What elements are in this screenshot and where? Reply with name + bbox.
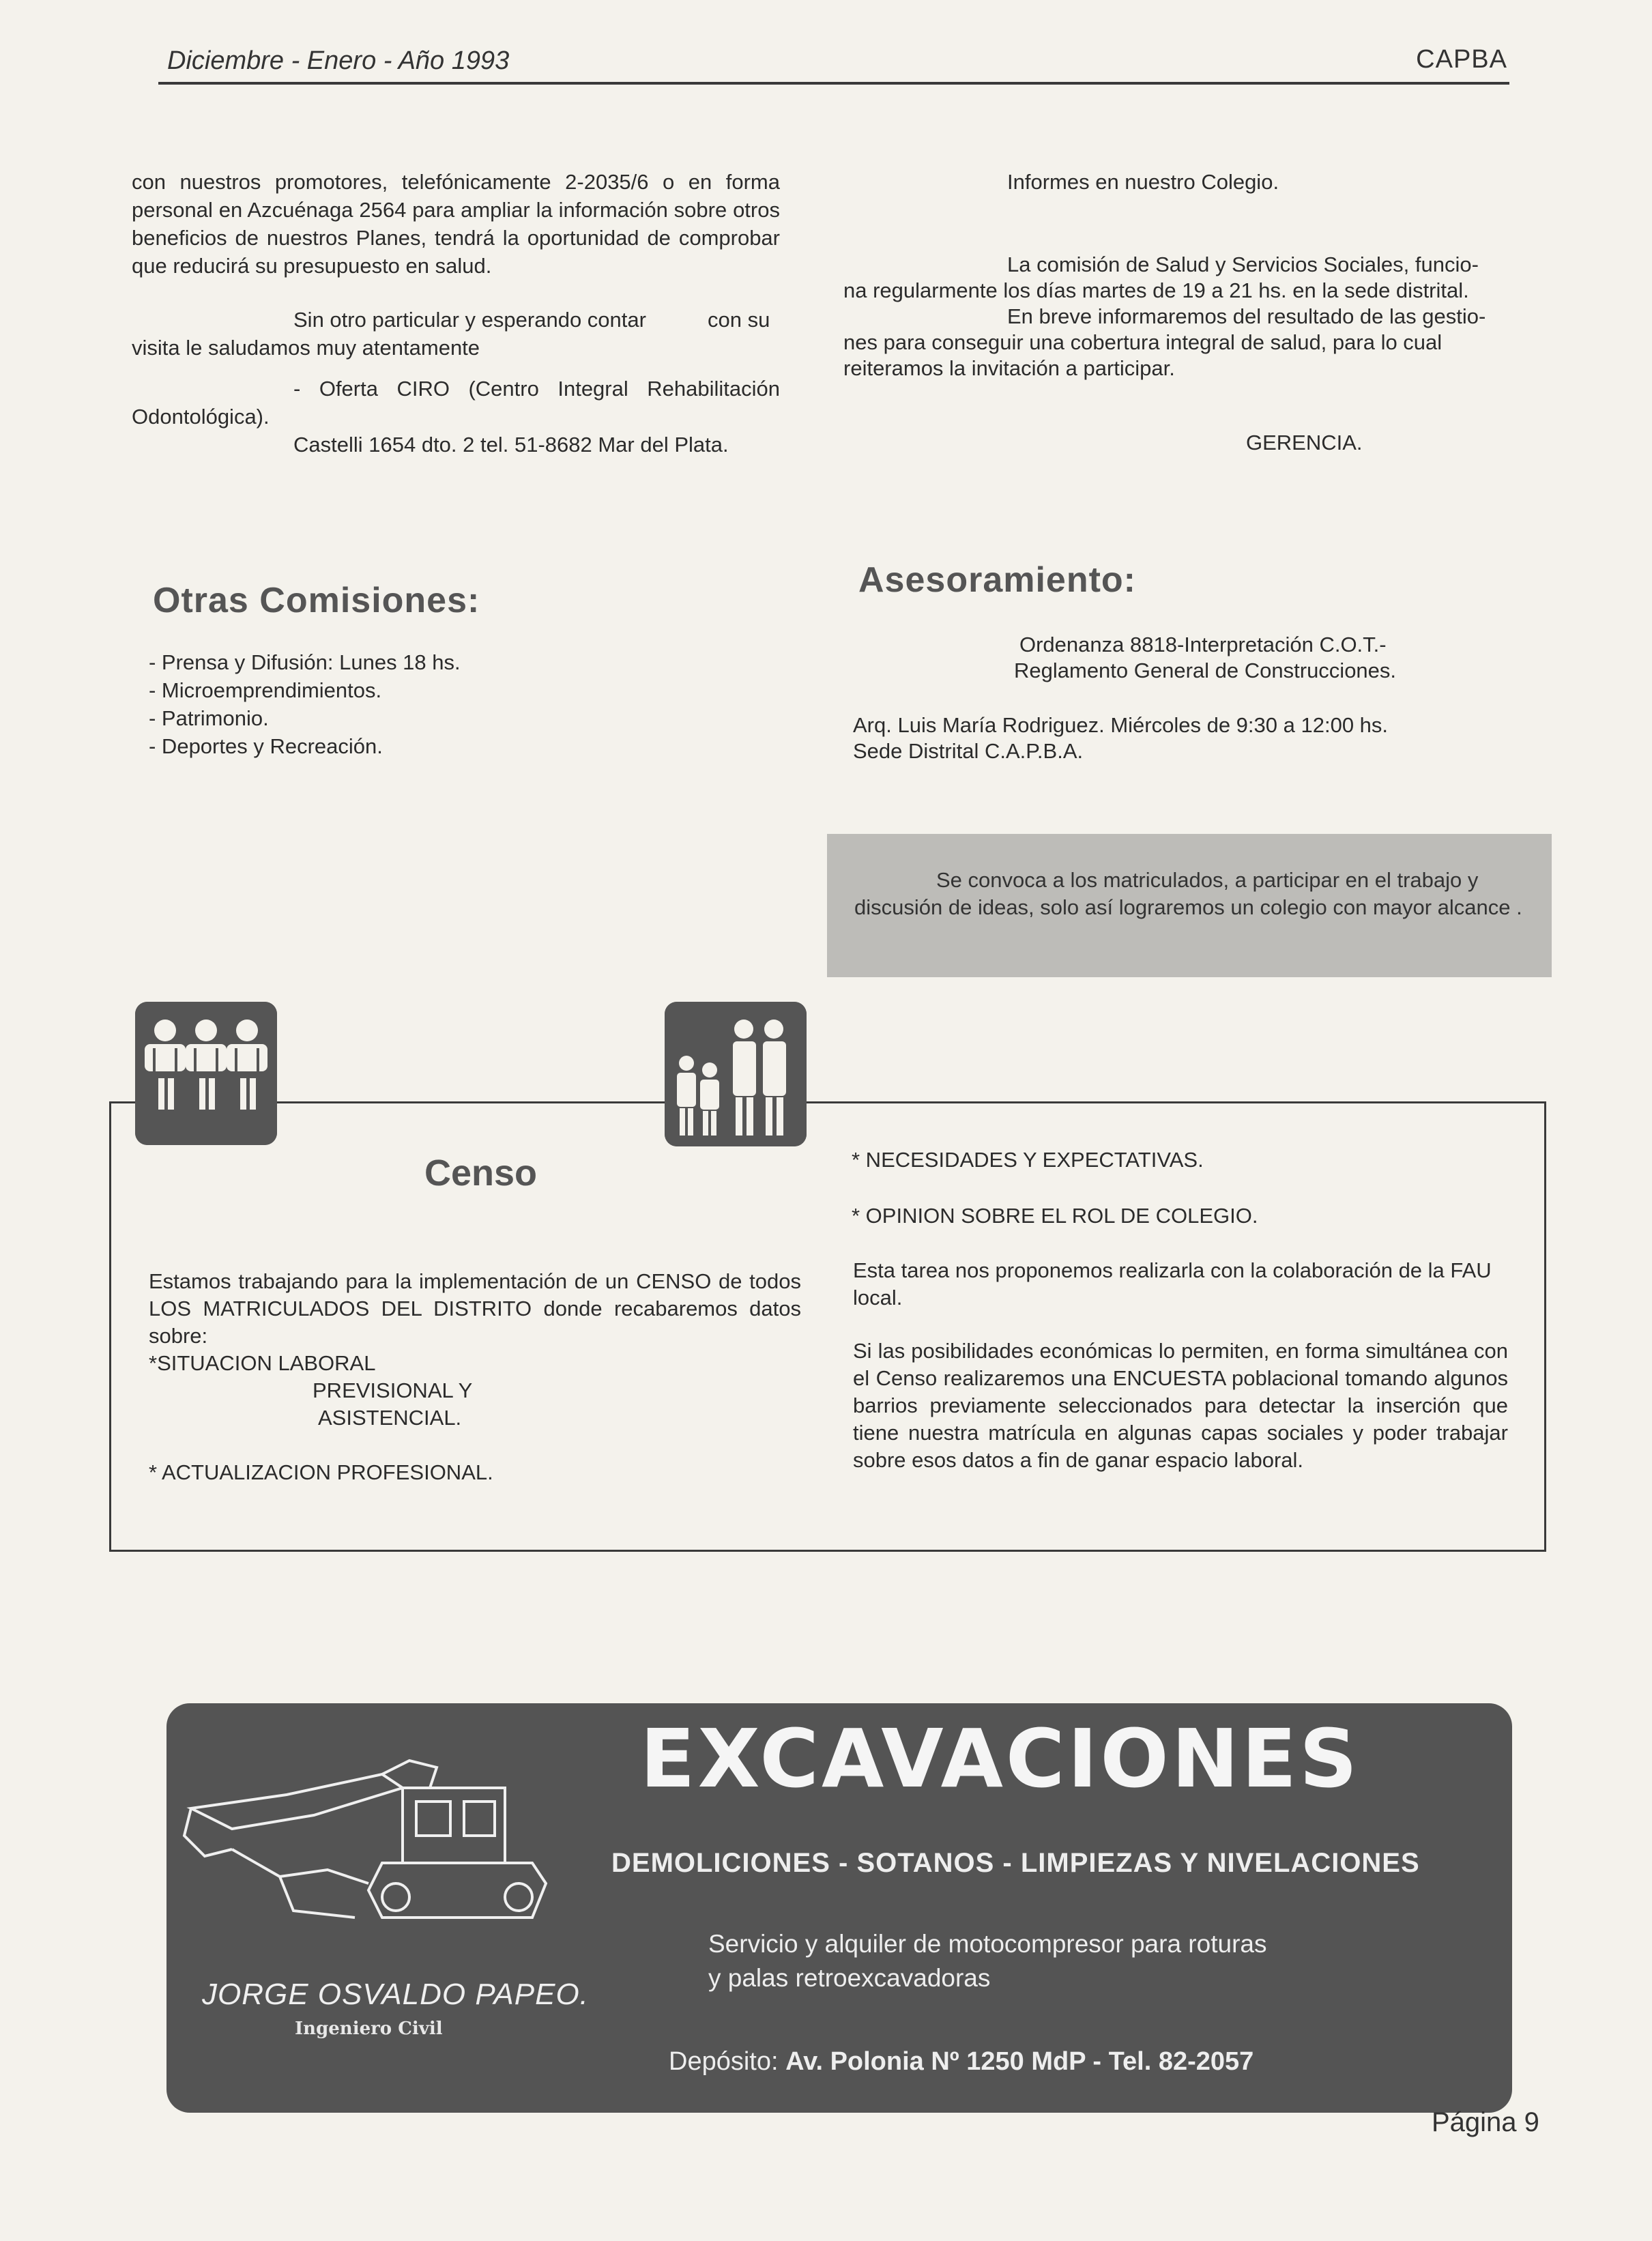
censo-fau-paragraph: Esta tarea nos proponemos realizarla con la colaboración de la FAU local. <box>853 1258 1492 1310</box>
asesor-line-3: Arq. Luis María Rodriguez. Miércoles de 9:30 a 12:00 hs. <box>853 713 1389 737</box>
signature: GERENCIA. <box>1246 431 1363 454</box>
header-publication: CAPBA <box>1416 45 1507 74</box>
offer-line-1: - Oferta CIRO (Centro Integral Rehabilitación <box>293 377 780 401</box>
header-date: Diciembre - Enero - Año 1993 <box>167 46 510 75</box>
health-plans-paragraph: con nuestros promotores, telefónicamente 2-2035/6 o en forma personal en Azcuénaga 2564 para ampliar la información sobre otros beneficios de nuestros Planes, tendrá la oportunidad de comprobar que reducirá su presupuesto en salud. <box>132 170 780 278</box>
page-number: Página 9 <box>1432 2107 1539 2137</box>
censo-item-asistencial: ASISTENCIAL. <box>318 1406 462 1430</box>
list-item: - Microemprendimientos. <box>149 678 382 702</box>
asesor-line-4: Sede Distrital C.A.P.B.A. <box>853 739 1084 763</box>
asesor-line-2: Reglamento General de Construcciones. <box>1014 659 1397 682</box>
censo-title: Censo <box>424 1153 538 1194</box>
list-item: - Patrimonio. <box>149 706 269 730</box>
ad-title: EXCAVACIONES <box>640 1711 1361 1806</box>
censo-intro: Estamos trabajando para la implementación de un CENSO de todos LOS MATRICULADOS DEL DISTRITO donde recabaremos datos sobre: <box>149 1269 801 1348</box>
censo-item-opinion: * OPINION SOBRE EL ROL DE COLEGIO. <box>852 1204 1258 1228</box>
ad-subtitle: DEMOLICIONES - SOTANOS - LIMPIEZAS Y NIVELACIONES <box>611 1848 1420 1878</box>
header-rule <box>158 82 1509 85</box>
health-commission-l5: reiteramos la invitación a participar. <box>843 356 1175 380</box>
offer-address: Castelli 1654 dto. 2 tel. 51-8682 Mar del Plata. <box>293 433 729 457</box>
censo-item-necesidades: * NECESIDADES Y EXPECTATIVAS. <box>852 1148 1204 1172</box>
ad-engineer-name: JORGE OSVALDO PAPEO. <box>202 1978 589 2011</box>
censo-item-laboral: *SITUACION LABORAL <box>149 1351 376 1375</box>
ad-deposit-address: Av. Polonia Nº 1250 MdP - Tel. 82-2057 <box>785 2047 1254 2076</box>
censo-item-previsional: PREVISIONAL Y <box>313 1378 473 1402</box>
ad-service-l1: Servicio y alquiler de motocompresor para roturas <box>708 1930 1267 1958</box>
info-line: Informes en nuestro Colegio. <box>1007 170 1279 194</box>
otras-comisiones-list <box>149 648 461 760</box>
ad-deposit-label: Depósito: <box>669 2047 779 2076</box>
asesoramiento-heading: Asesoramiento: <box>858 560 1136 600</box>
closing-line-1: Sin otro particular y esperando contar <box>293 308 646 332</box>
professionals-group-icon <box>135 1002 277 1145</box>
otras-comisiones-heading: Otras Comisiones: <box>153 581 480 620</box>
list-item: - Prensa y Difusión: Lunes 18 hs. <box>149 650 461 674</box>
ad-engineer-profession: Ingeniero Civil <box>295 2019 443 2039</box>
ad-service-l2: y palas retroexcavadoras <box>708 1964 991 1992</box>
offer-line-2: Odontológica). <box>132 405 270 429</box>
censo-item-actualizacion: * ACTUALIZACION PROFESIONAL. <box>149 1460 493 1484</box>
closing-line-1b: con su <box>708 308 770 332</box>
asesor-line-1: Ordenanza 8818-Interpretación C.O.T.- <box>1019 633 1387 656</box>
convocation-text: Se convoca a los matriculados, a participar en el trabajo y discusión de ideas, solo así lograremos un colegio con mayor alcance . <box>854 868 1522 919</box>
health-commission-l1: La comisión de Salud y Servicios Sociales, funcio- <box>1007 252 1479 276</box>
family-icon <box>665 1002 807 1146</box>
closing-line-2: visita le saludamos muy atentamente <box>132 336 480 360</box>
health-commission-l3: En breve informaremos del resultado de las gestio- <box>1007 304 1486 328</box>
ad-deposit <box>669 2047 1254 2077</box>
list-item: - Deportes y Recreación. <box>149 734 383 758</box>
censo-encuesta-paragraph: Si las posibilidades económicas lo permiten, en forma simultánea con el Censo realizaremos una ENCUESTA poblacional tomando algunos barrios previamente seleccionados para detectar la inserción que tiene nuestra matrícula en algunas capas sociales y poder trabajar sobre esos datos a fin de ganar espacio laboral. <box>853 1339 1508 1472</box>
health-commission-l4: nes para conseguir una cobertura integral de salud, para lo cual <box>843 330 1443 354</box>
excavator-illustration <box>177 1747 560 1945</box>
convocation-callout <box>827 834 1552 977</box>
health-commission-l2: na regularmente los días martes de 19 a 21 hs. en la sede distrital. <box>843 278 1469 302</box>
